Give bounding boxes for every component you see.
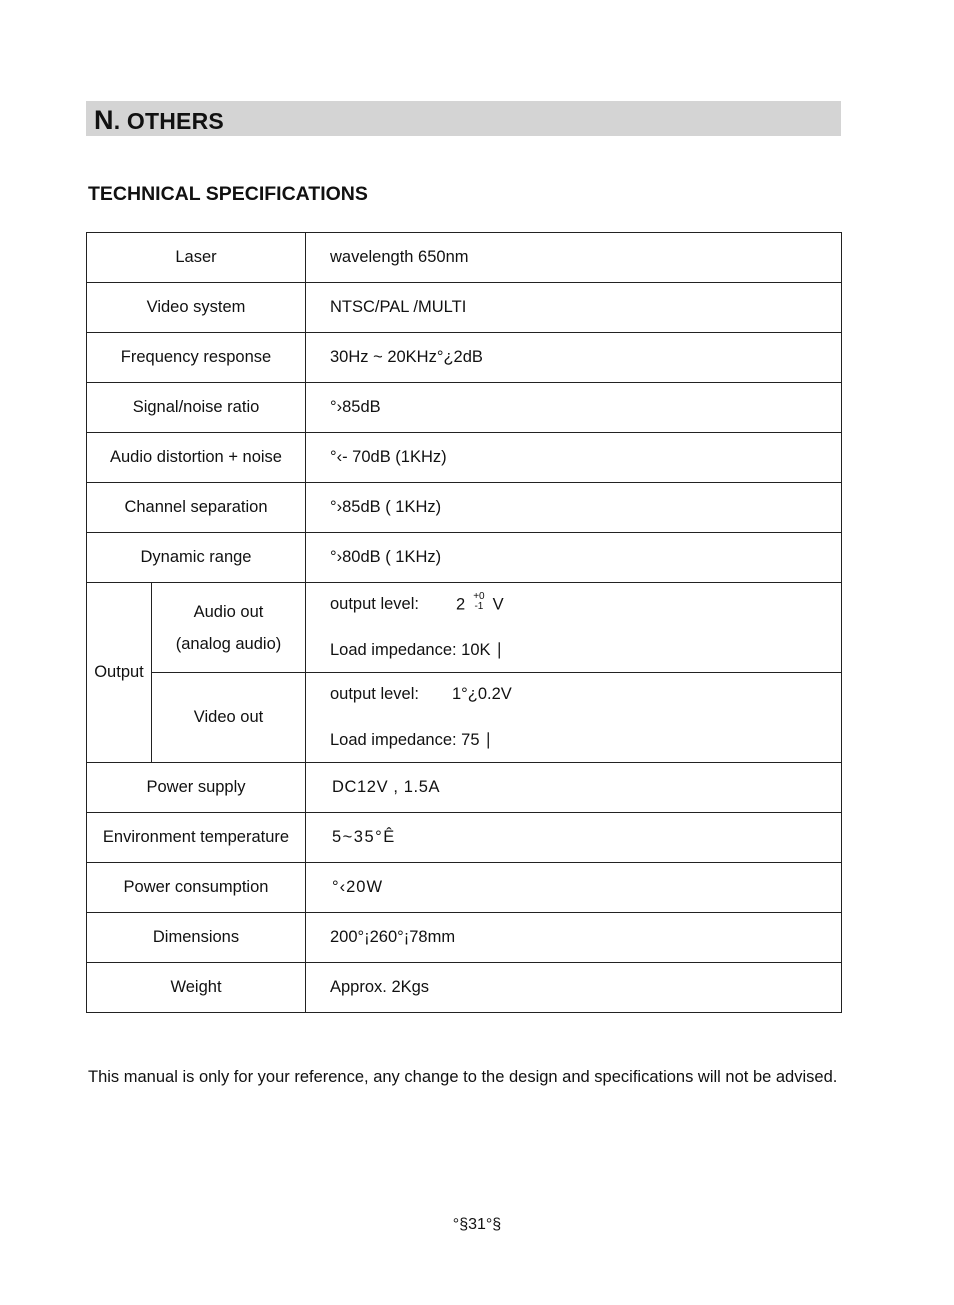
page-number: °§31°§ — [452, 1216, 502, 1233]
spec-label: Signal/noise ratio — [87, 383, 306, 433]
spec-value: 5~35°Ê — [306, 813, 842, 863]
audio-out-label-line2: (analog audio) — [175, 634, 282, 653]
video-output-level-label: output level: — [330, 685, 419, 703]
spec-value: °›85dB ( 1KHz) — [306, 483, 842, 533]
table-row — [87, 483, 842, 533]
section-header-bar — [86, 101, 841, 136]
table-row — [87, 433, 842, 483]
video-load-impedance: Load impedance: 75 ∣ — [330, 731, 493, 749]
table-row — [87, 763, 842, 813]
video-output-level-value: 1°¿0.2V — [452, 685, 512, 703]
output-label: Output — [87, 583, 152, 763]
audio-level-unit: V — [492, 595, 504, 614]
spec-label: Laser — [87, 233, 306, 283]
table-row-output-audio — [87, 583, 842, 673]
spec-value: wavelength 650nm — [306, 233, 842, 283]
spec-label: Audio distortion + noise — [87, 433, 306, 483]
spec-value: 200°¡260°¡78mm — [306, 913, 842, 963]
spec-label: Environment temperature — [87, 813, 306, 863]
table-row — [87, 233, 842, 283]
table-row — [87, 283, 842, 333]
spec-value: Approx. 2Kgs — [306, 963, 842, 1013]
table-row — [87, 913, 842, 963]
spec-label: Power supply — [87, 763, 306, 813]
table-row — [87, 863, 842, 913]
spec-label: Dynamic range — [87, 533, 306, 583]
audio-out-value — [306, 583, 842, 673]
spec-value: DC12V , 1.5A — [306, 763, 842, 813]
video-out-value — [306, 673, 842, 763]
table-row — [87, 383, 842, 433]
video-out-label: Video out — [152, 673, 306, 763]
spec-label: Power consumption — [87, 863, 306, 913]
disclaimer-note: This manual is only for your reference, any change to the design and specifications will not be advised. — [88, 1068, 838, 1086]
spec-label: Video system — [87, 283, 306, 333]
spec-label: Channel separation — [87, 483, 306, 533]
spec-value: NTSC/PAL /MULTI — [306, 283, 842, 333]
table-row-output-video — [87, 673, 842, 763]
section-letter: N — [94, 105, 114, 135]
audio-load-impedance: Load impedance: 10K ∣ — [330, 641, 504, 659]
spec-value: °›80dB ( 1KHz) — [306, 533, 842, 583]
table-row — [87, 333, 842, 383]
tolerance-plus: +0 — [473, 591, 485, 602]
spec-label: Frequency response — [87, 333, 306, 383]
spec-label: Dimensions — [87, 913, 306, 963]
audio-level-number: 2 — [456, 595, 466, 614]
audio-out-label-line1: Audio out — [193, 602, 264, 621]
section-title — [94, 105, 224, 136]
section-title-text: . OTHERS — [113, 108, 224, 134]
spec-value: °›85dB — [306, 383, 842, 433]
audio-out-label — [152, 583, 306, 673]
spec-value: °‹20W — [306, 863, 842, 913]
audio-output-level-value — [456, 591, 504, 615]
audio-output-level-label: output level: — [330, 595, 419, 613]
specifications-table — [86, 232, 842, 1013]
tolerance-minus: -1 — [474, 601, 484, 612]
table-row — [87, 813, 842, 863]
spec-label: Weight — [87, 963, 306, 1013]
audio-level-tolerance — [473, 592, 484, 612]
table-row — [87, 963, 842, 1013]
specs-heading: TECHNICAL SPECIFICATIONS — [88, 183, 368, 205]
spec-value: 30Hz ~ 20KHz°¿2dB — [306, 333, 842, 383]
spec-value: °‹- 70dB (1KHz) — [306, 433, 842, 483]
table-row — [87, 533, 842, 583]
